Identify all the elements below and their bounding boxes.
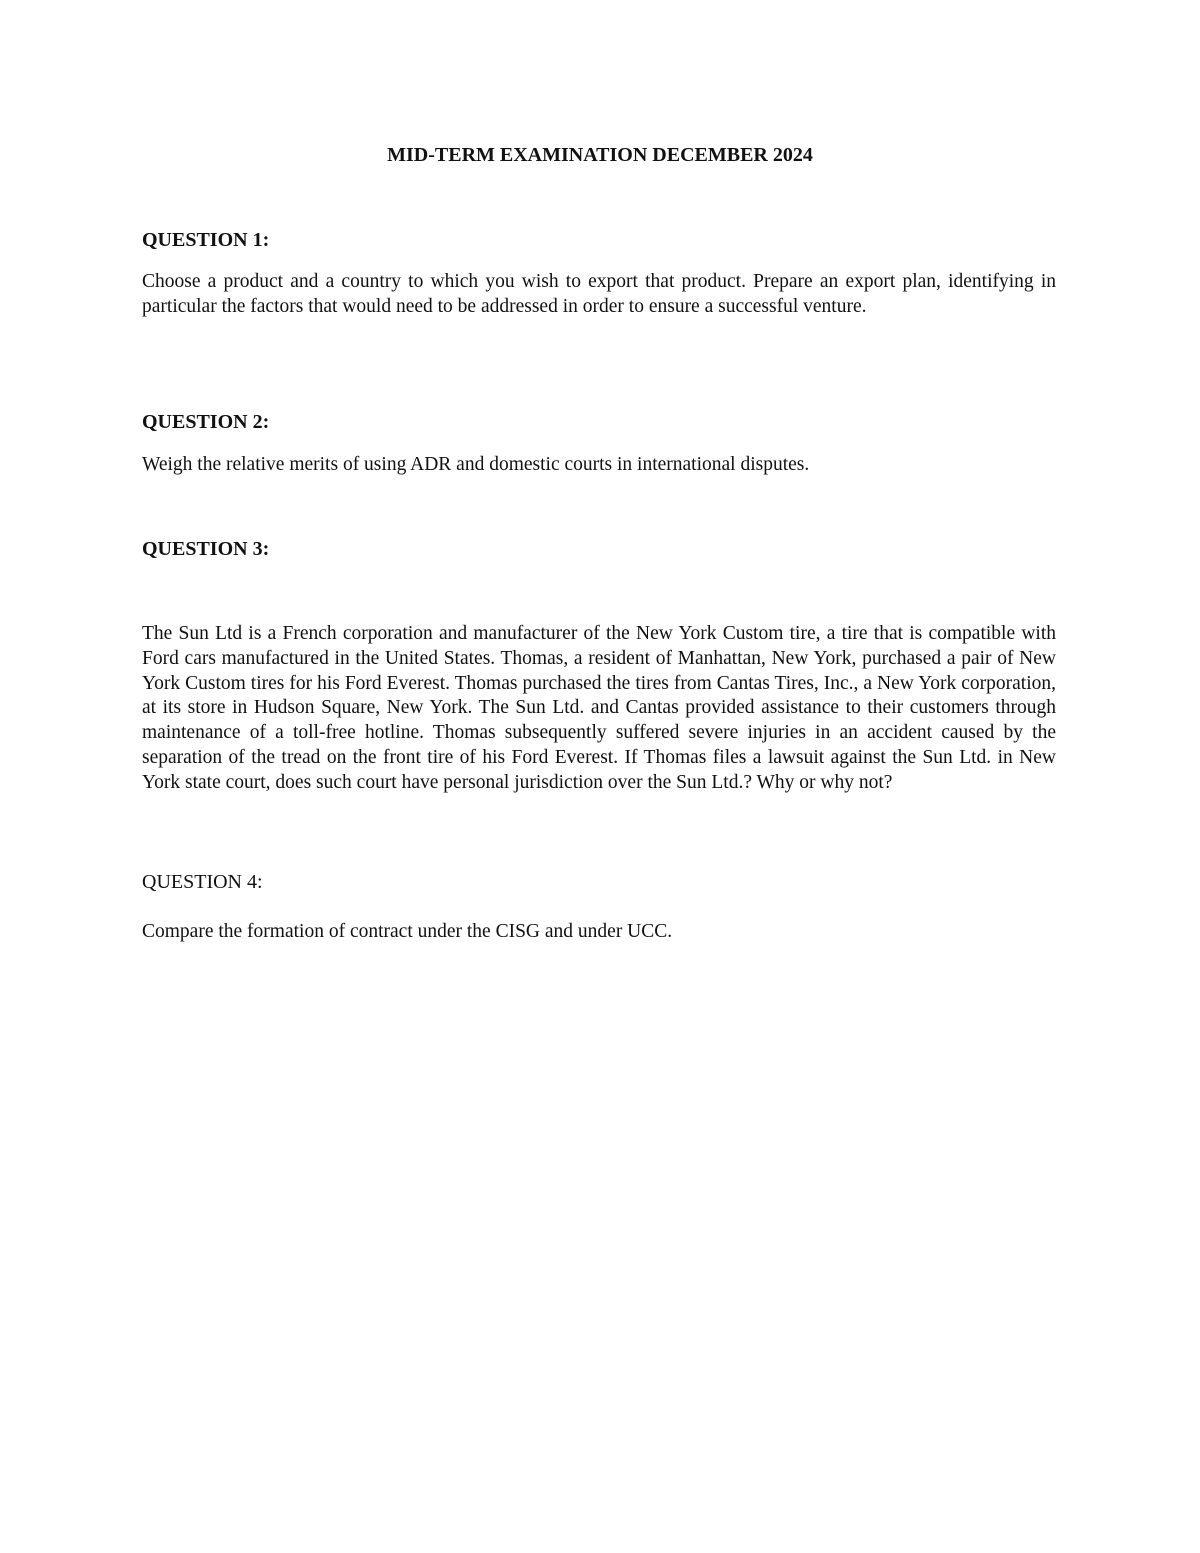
question-1-text: Choose a product and a country to which you wish to export that product. Prepare an export plan, identifying in particular the factors that would need to be addressed in order to ensure a successful venture.: [142, 271, 1056, 317]
question-3-text: The Sun Ltd is a French corporation and manufacturer of the New York Custom tire, a tire that is compatible with Ford cars manufactured in the United States. Thomas, a resident of Manhattan, New York, purchased a pair of New York Custom tires for his Ford Everest. Thomas purchased the tires from Cantas Tires, Inc., a New York corporation, at its store in Hudson Square, New York. The Sun Ltd. and Cantas provided assistance to their customers through maintenance of a toll-free hotline. Thomas subsequently suffered severe injuries in an accident caused by the separation of the tread on the front tire of his Ford Everest. If Thomas files a lawsuit against the Sun Ltd. in New York state court, does such court have personal jurisdiction over the Sun Ltd.? Why or why not?: [142, 623, 1056, 793]
question-4-heading: QUESTION 4:: [142, 871, 263, 893]
question-2-heading: QUESTION 2:: [142, 411, 270, 433]
question-2-text: Weigh the relative merits of using ADR and domestic courts in international disputes.: [142, 454, 810, 475]
question-4-text: Compare the formation of contract under the CISG and under UCC.: [142, 921, 673, 942]
question-1-heading: QUESTION 1:: [142, 229, 270, 251]
exam-title: MID-TERM EXAMINATION DECEMBER 2024: [387, 144, 813, 166]
question-3-heading: QUESTION 3:: [142, 538, 270, 560]
